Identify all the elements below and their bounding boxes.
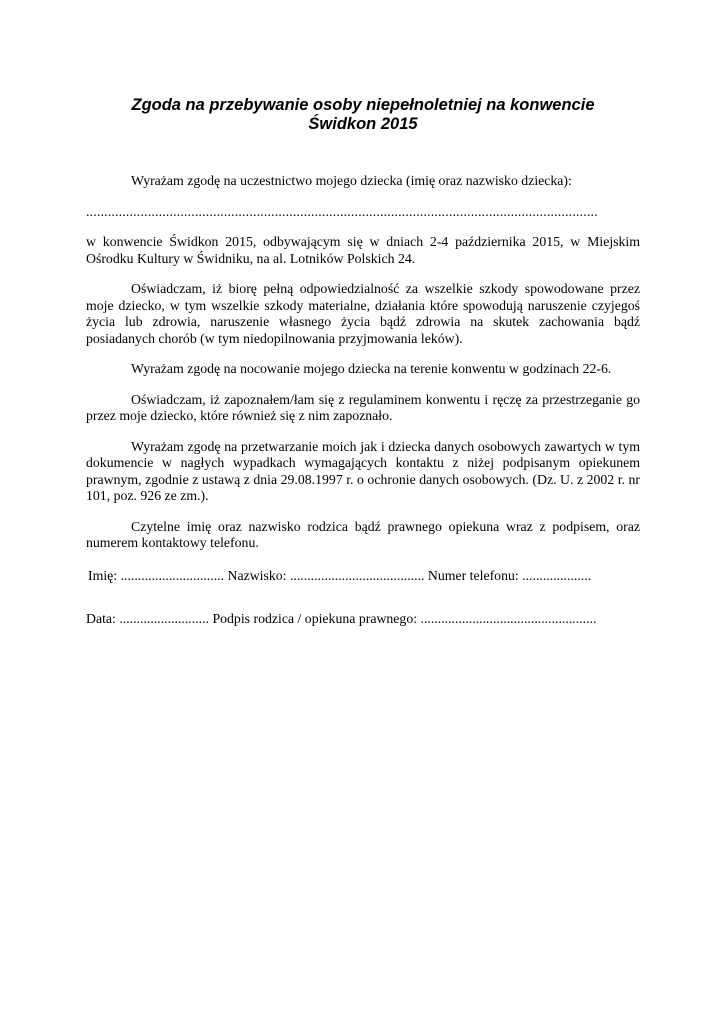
regulations-paragraph: Oświadczam, iż zapoznałem/łam się z regulaminem konwentu i ręczę za przestrzeganie go przez moje dziecko, które również się z nim zapoznało. (86, 391, 640, 423)
consent-intro: Wyrażam zgodę na uczestnictwo mojego dziecka (imię oraz nazwisko dziecka): (131, 173, 572, 188)
title-line-2: Świdkon 2015 (308, 115, 418, 133)
date-signature-fields: Data: .......................... Podpis rodzica / opiekuna prawnego: ................................................... (86, 611, 597, 626)
event-paragraph: w konwencie Świdkon 2015, odbywającym się w dniach 2-4 października 2015, w Miejskim Ośrodku Kultury w Świdniku, na al. Lotników Polskich 24. (86, 234, 640, 266)
data-processing-paragraph: Wyrażam zgodę na przetwarzanie moich jak i dziecka danych osobowych zawartych w tym dokumencie w nagłych wypadkach wymagających kontaktu z niżej podpisanym opiekunem prawnym, zgodnie z ustawą z dnia 29.08.1997 r. o ochronie danych osobowych. (Dz. U. z 2002 r. nr 101, poz. 926 ze zm.). (86, 438, 640, 503)
signature-instruction-paragraph: Czytelne imię oraz nazwisko rodzica bądź prawnego opiekuna wraz z podpisem, oraz numerem kontaktowy telefonu. (86, 518, 640, 550)
overnight-paragraph: Wyrażam zgodę na nocowanie mojego dziecka na terenie konwentu w godzinach 22-6. (131, 361, 612, 376)
document-title (86, 96, 640, 134)
parent-details-fields: Imię: .............................. Nazwisko: ....................................... Numer telefonu: .................... (88, 567, 592, 583)
title-line-1: Zgoda na przebywanie osoby niepełnoletniej na konwencie (131, 96, 595, 114)
responsibility-paragraph: Oświadczam, iż biorę pełną odpowiedzialność za wszelkie szkody spowodowane przez moje dziecko, w tym wszelkie szkody materialne, działania które spowodują naruszenie czyjegoś życia lub zdrowia, naruszenie własnego życia bądź zdrowia na skutek zachowania bądź posiadanych chorób (w tym niedopilnowania przyjmowania leków). (86, 281, 640, 346)
child-name-field: ............................................................................................................................................. (86, 203, 598, 219)
document-page (86, 96, 640, 628)
